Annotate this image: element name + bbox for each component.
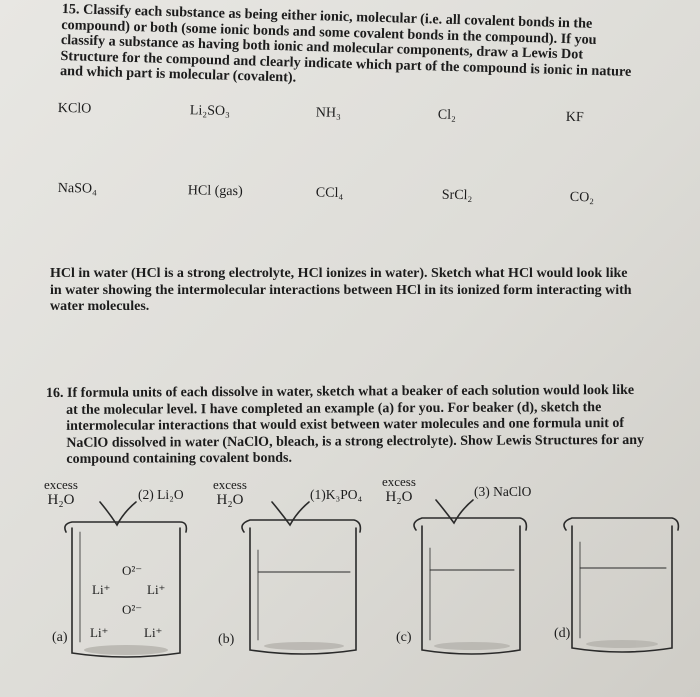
oxide-ion-2: O²⁻ <box>122 602 143 617</box>
beaker-letter-c: (c) <box>396 630 412 645</box>
substance-srcl2: SrCl₂ <box>441 187 473 204</box>
substance-naso4: NaSO₄ <box>57 181 98 197</box>
substance-nh3: NH₃ <box>315 105 342 121</box>
beaker-b <box>242 520 360 654</box>
solute-label-naclo: (3) NaClO <box>474 484 532 499</box>
question-16-rest: at the molecular level. I have completed an example (a) for you. For beaker (d), sketch the intermolecular interactions that would exist between water molecules and one formula unit of NaClO dissolved in water (NaClO, bleach, is a strong electrolyte). Show Lewis Structures for any compound containing covalent bonds. <box>66 399 645 467</box>
excess-text-b: excess <box>213 477 247 492</box>
solute-label-li2o: (2) Li₂O <box>138 487 184 502</box>
beaker-a <box>65 522 187 657</box>
substance-kf: KF <box>565 109 584 126</box>
water-text-b: H₂O <box>216 492 244 508</box>
beaker-letter-a: (a) <box>52 630 68 645</box>
arrow-b <box>272 502 309 525</box>
water-text-c: H₂O <box>385 489 413 505</box>
substance-kclo: KClO <box>57 101 92 117</box>
question-16-number: 16. <box>46 385 64 401</box>
oxide-ion-1: O²⁻ <box>122 563 143 578</box>
substances-row-2 <box>58 181 598 210</box>
beaker-letter-d: (d) <box>554 626 571 641</box>
substances-row-1 <box>58 101 598 130</box>
beaker-d <box>564 518 678 652</box>
excess-text-c: excess <box>382 474 416 489</box>
question-15 <box>60 2 642 96</box>
lithium-ion-3: Li⁺ <box>90 625 109 640</box>
hcl-in-water-question: HCl in water (HCl is a strong electrolyte, HCl ionizes in water). Sketch what HCl would look like in water showing the intermolecular interactions between HCl in its ionized form interacting with water molecules. <box>50 266 632 314</box>
lithium-ion-4: Li⁺ <box>144 625 163 640</box>
excess-text-a: excess <box>44 477 78 492</box>
water-text-a: H₂O <box>47 492 75 508</box>
arrow-c <box>436 500 473 523</box>
lithium-ion-1: Li⁺ <box>92 582 111 597</box>
substance-li2so3: Li₂SO₃ <box>189 103 231 120</box>
substance-hcl-gas: HCl (gas) <box>187 183 243 200</box>
beaker-c <box>414 518 526 654</box>
question-15-number: 15. <box>61 1 80 18</box>
solute-label-k3po4: (1)K₃PO₄ <box>310 487 363 502</box>
lithium-ion-2: Li⁺ <box>147 582 166 597</box>
substance-cl2: Cl₂ <box>437 107 457 123</box>
question-16-line1: If formula units of each dissolve in water, sketch what a beaker of each solution would look like <box>66 382 635 401</box>
question-15-text: Classify each substance as being either ionic, molecular (i.e. all covalent bonds in the compound) or both (some ionic bonds and some covalent bonds in the compound). If you classify a substance as having both ionic and molecular components, draw a Lewis Dot Structure for the compound and clearly indicate which part of the compound is ionic in nature and which part is molecular (covalent). <box>59 1 632 86</box>
substance-ccl4: CCl₄ <box>315 185 344 201</box>
question-16 <box>46 383 650 469</box>
beaker-letter-b: (b) <box>218 632 235 647</box>
substance-co2: CO₂ <box>569 189 595 206</box>
